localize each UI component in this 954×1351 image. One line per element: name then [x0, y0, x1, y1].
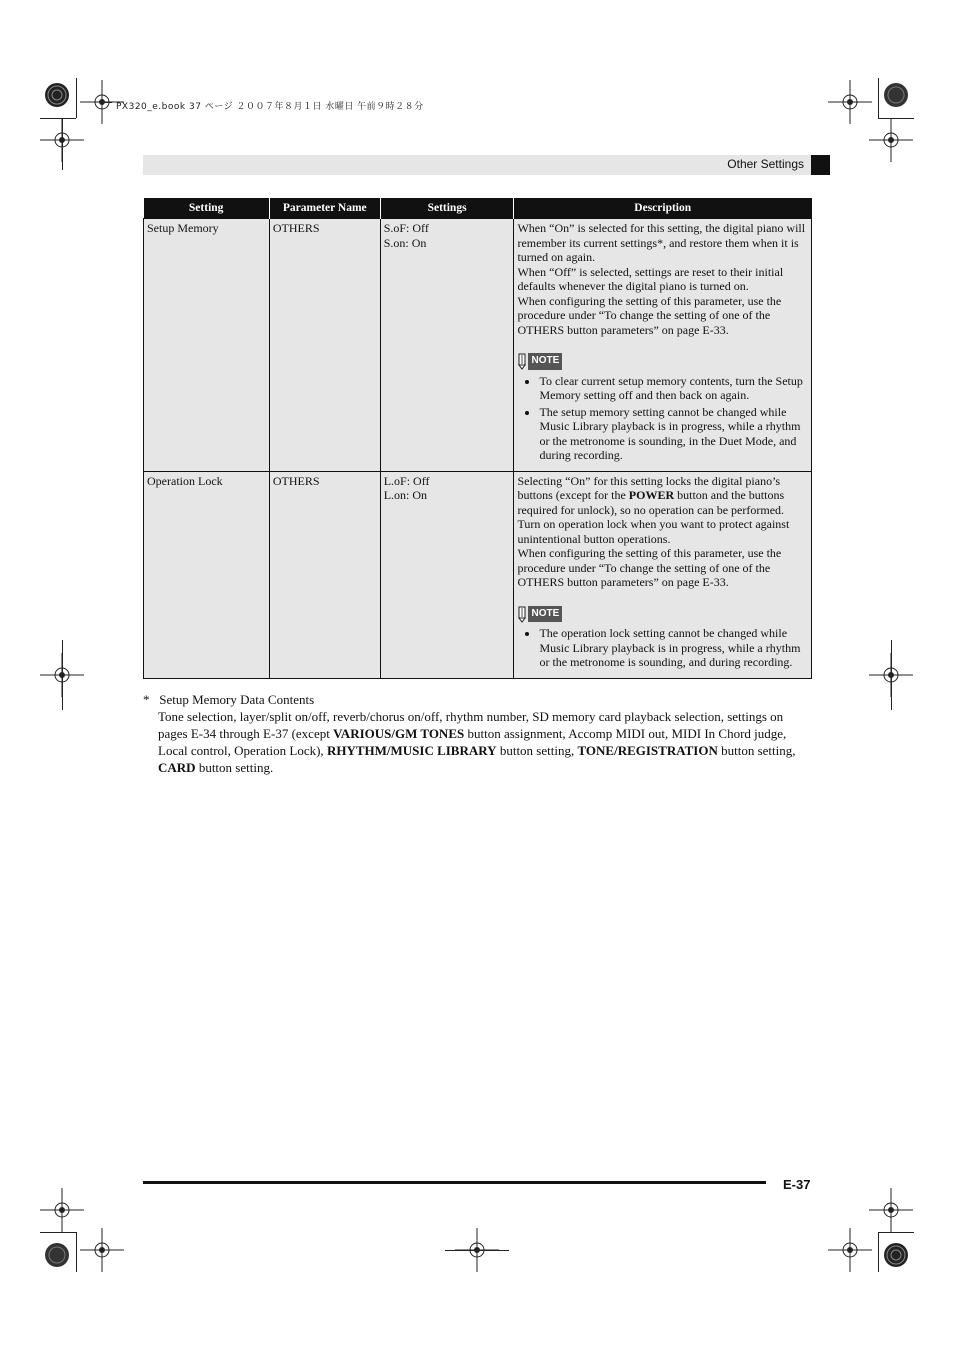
footnote-text: button setting,	[717, 743, 796, 758]
description-paragraph: When configuring the setting of this parameter, use the procedure under “To change the setting of one of the OTHERS button parameters” on page E-33.	[517, 293, 782, 337]
settings-cell	[380, 219, 514, 472]
table-row	[144, 219, 812, 472]
crosshair-icon	[828, 80, 872, 124]
registration-target-icon	[35, 73, 79, 117]
description-paragraph: When “Off” is selected, settings are reset to their initial defaults whenever the digital piano is turned on.	[517, 264, 784, 293]
note-badge	[517, 606, 562, 623]
settings-cell	[380, 471, 514, 678]
crop-mark	[445, 1250, 509, 1251]
note-item: • The setup memory setting cannot be changed while Music Library playback is in progress, while a rhythm or the metronome is sounding, in the Duet Mode, and during recording.	[539, 405, 808, 463]
button-name: CARD	[158, 760, 196, 775]
crop-mark	[100, 102, 112, 103]
button-name: TONE/REGISTRATION	[577, 743, 718, 758]
footnote-marker: *	[143, 692, 150, 707]
description-paragraph: When “On” is selected for this setting, the digital piano will remember its current settings*, and restore them when it is turned on again.	[517, 221, 806, 264]
footnote-body	[143, 708, 813, 776]
note-item: • To clear current setup memory contents, turn the Setup Memory setting off and then back on again.	[539, 374, 808, 403]
setting-value: S.oF: Off	[383, 221, 429, 235]
setting-cell: Operation Lock	[144, 471, 270, 678]
note-list	[517, 374, 808, 463]
header-band	[143, 155, 811, 175]
description-paragraph: When configuring the setting of this parameter, use the procedure under “To change the setting of one of the OTHERS button parameters” on page E-33.	[517, 546, 782, 589]
note-list	[517, 626, 808, 670]
parameter-table	[143, 198, 812, 679]
footnote-text: button assignment, Accomp MIDI out, MIDI In Chord judge, Local control, Operation Lock),	[158, 726, 787, 758]
column-header: Parameter Name	[269, 198, 380, 219]
crosshair-icon	[80, 1228, 124, 1272]
column-header: Description	[514, 198, 812, 219]
column-header: Setting	[144, 198, 270, 219]
setting-value: S.on: On	[383, 235, 427, 250]
description-text: Selecting “On” for this setting locks the digital piano’s buttons (except for the	[517, 473, 781, 502]
note-label: NOTE	[528, 353, 562, 370]
description-paragraph	[517, 474, 808, 547]
setting-cell: Setup Memory	[144, 219, 270, 472]
footer-rule	[143, 1181, 766, 1184]
crosshair-icon	[828, 1228, 872, 1272]
footnote-title: Setup Memory Data Contents	[159, 692, 315, 707]
footnote-title-line	[143, 691, 813, 708]
crosshair-icon	[869, 1188, 913, 1232]
button-name: VARIOUS/GM TONES	[333, 726, 465, 741]
pencil-icon	[517, 353, 527, 370]
button-name: RHYTHM/MUSIC LIBRARY	[326, 743, 497, 758]
button-name: POWER	[628, 488, 675, 502]
book-info: PX320_e.book 37 ページ ２００７年８月１日 水曜日 午前９時２８分	[116, 102, 424, 112]
footnote-text: Tone selection, layer/split on/off, reverb/chorus on/off, rhythm number, SD memory card playback selection, settings on pages E-34 through E-37 (except	[158, 709, 784, 741]
note-item: • The operation lock setting cannot be changed while Music Library playback is in progress, while a rhythm or the metronome is sounding, and during recording.	[539, 626, 808, 670]
note-badge	[517, 353, 562, 370]
setting-value: L.oF: Off	[383, 473, 430, 488]
setting-value: L.on: On	[383, 488, 428, 502]
parameter-cell: OTHERS	[269, 471, 380, 678]
crosshair-icon	[869, 118, 913, 162]
description-cell	[514, 471, 812, 678]
section-title: Other Settings	[727, 157, 804, 171]
crosshair-icon	[40, 1188, 84, 1232]
column-header: Settings	[380, 198, 514, 219]
parameter-cell: OTHERS	[269, 219, 380, 472]
crop-mark	[62, 118, 63, 170]
crop-mark	[62, 640, 63, 710]
footnote	[143, 691, 813, 776]
description-cell	[514, 219, 812, 472]
registration-target-icon	[874, 73, 918, 117]
description-text: button and the buttons required for unlock), so no operation can be performed. Turn on operation lock when you want to protect against unintentional button operations.	[517, 488, 790, 546]
registration-target-icon	[35, 1233, 79, 1277]
registration-target-icon	[874, 1233, 918, 1277]
table-row	[144, 471, 812, 678]
footnote-text: button setting.	[195, 760, 274, 775]
note-label: NOTE	[528, 606, 562, 623]
header-tab-marker	[811, 155, 830, 175]
table-header-row	[144, 198, 812, 219]
footnote-text: button setting,	[496, 743, 578, 758]
crop-mark	[891, 640, 892, 710]
pencil-icon	[517, 606, 527, 623]
page-number: E-37	[783, 1177, 811, 1192]
